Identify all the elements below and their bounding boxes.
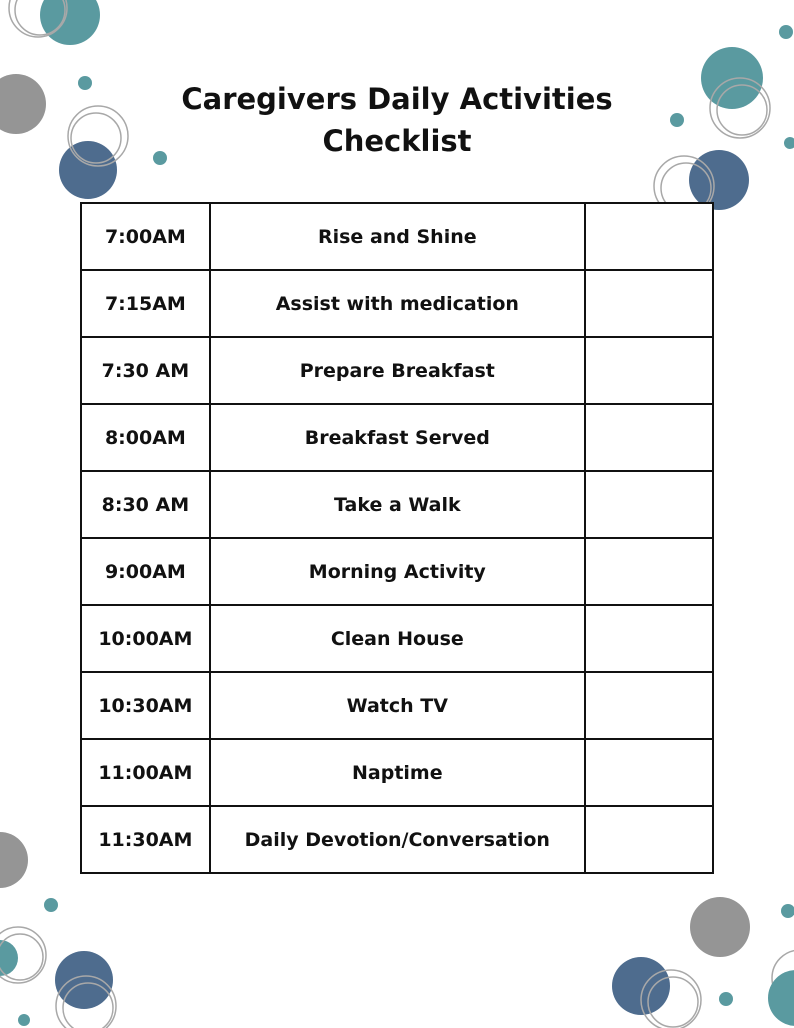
table-row: [81, 270, 713, 337]
time-cell: 11:30AM: [81, 806, 210, 873]
title-line-1: Caregivers Daily Activities: [181, 82, 613, 116]
table-row: [81, 672, 713, 739]
time-cell: 10:00AM: [81, 605, 210, 672]
table-row: [81, 739, 713, 806]
decor-dot: [44, 898, 58, 912]
activities-table: [80, 202, 714, 874]
time-cell: 11:00AM: [81, 739, 210, 806]
decor-dot: [719, 992, 733, 1006]
decor-dot: [781, 904, 794, 918]
checkbox-cell[interactable]: [585, 203, 713, 270]
activity-cell: Assist with medication: [210, 270, 585, 337]
checkbox-cell[interactable]: [585, 605, 713, 672]
checkbox-cell[interactable]: [585, 806, 713, 873]
activity-cell: Naptime: [210, 739, 585, 806]
time-cell: 8:00AM: [81, 404, 210, 471]
time-cell: 7:30 AM: [81, 337, 210, 404]
table-row: [81, 605, 713, 672]
checkbox-cell[interactable]: [585, 270, 713, 337]
checkbox-cell[interactable]: [585, 404, 713, 471]
checkbox-cell[interactable]: [585, 672, 713, 739]
time-cell: 8:30 AM: [81, 471, 210, 538]
table-row: [81, 471, 713, 538]
decor-dot: [779, 25, 793, 39]
activity-cell: Take a Walk: [210, 471, 585, 538]
table-row: [81, 337, 713, 404]
time-cell: 9:00AM: [81, 538, 210, 605]
decor-dot: [690, 897, 750, 957]
table-row: [81, 404, 713, 471]
activity-cell: Clean House: [210, 605, 585, 672]
activity-cell: Watch TV: [210, 672, 585, 739]
decor-dot: [0, 940, 18, 976]
checkbox-cell[interactable]: [585, 337, 713, 404]
table-row: [81, 203, 713, 270]
table-row: [81, 806, 713, 873]
activity-cell: Rise and Shine: [210, 203, 585, 270]
activity-cell: Daily Devotion/Conversation: [210, 806, 585, 873]
activity-cell: Morning Activity: [210, 538, 585, 605]
checkbox-cell[interactable]: [585, 471, 713, 538]
table-row: [81, 538, 713, 605]
activity-cell: Prepare Breakfast: [210, 337, 585, 404]
decor-dot: [40, 0, 100, 45]
checkbox-cell[interactable]: [585, 739, 713, 806]
title-line-2: Checklist: [322, 124, 472, 158]
page-title: [0, 78, 794, 162]
time-cell: 10:30AM: [81, 672, 210, 739]
time-cell: 7:00AM: [81, 203, 210, 270]
activity-cell: Breakfast Served: [210, 404, 585, 471]
checkbox-cell[interactable]: [585, 538, 713, 605]
time-cell: 7:15AM: [81, 270, 210, 337]
decor-dot: [18, 1014, 30, 1026]
decor-dot: [0, 832, 28, 888]
